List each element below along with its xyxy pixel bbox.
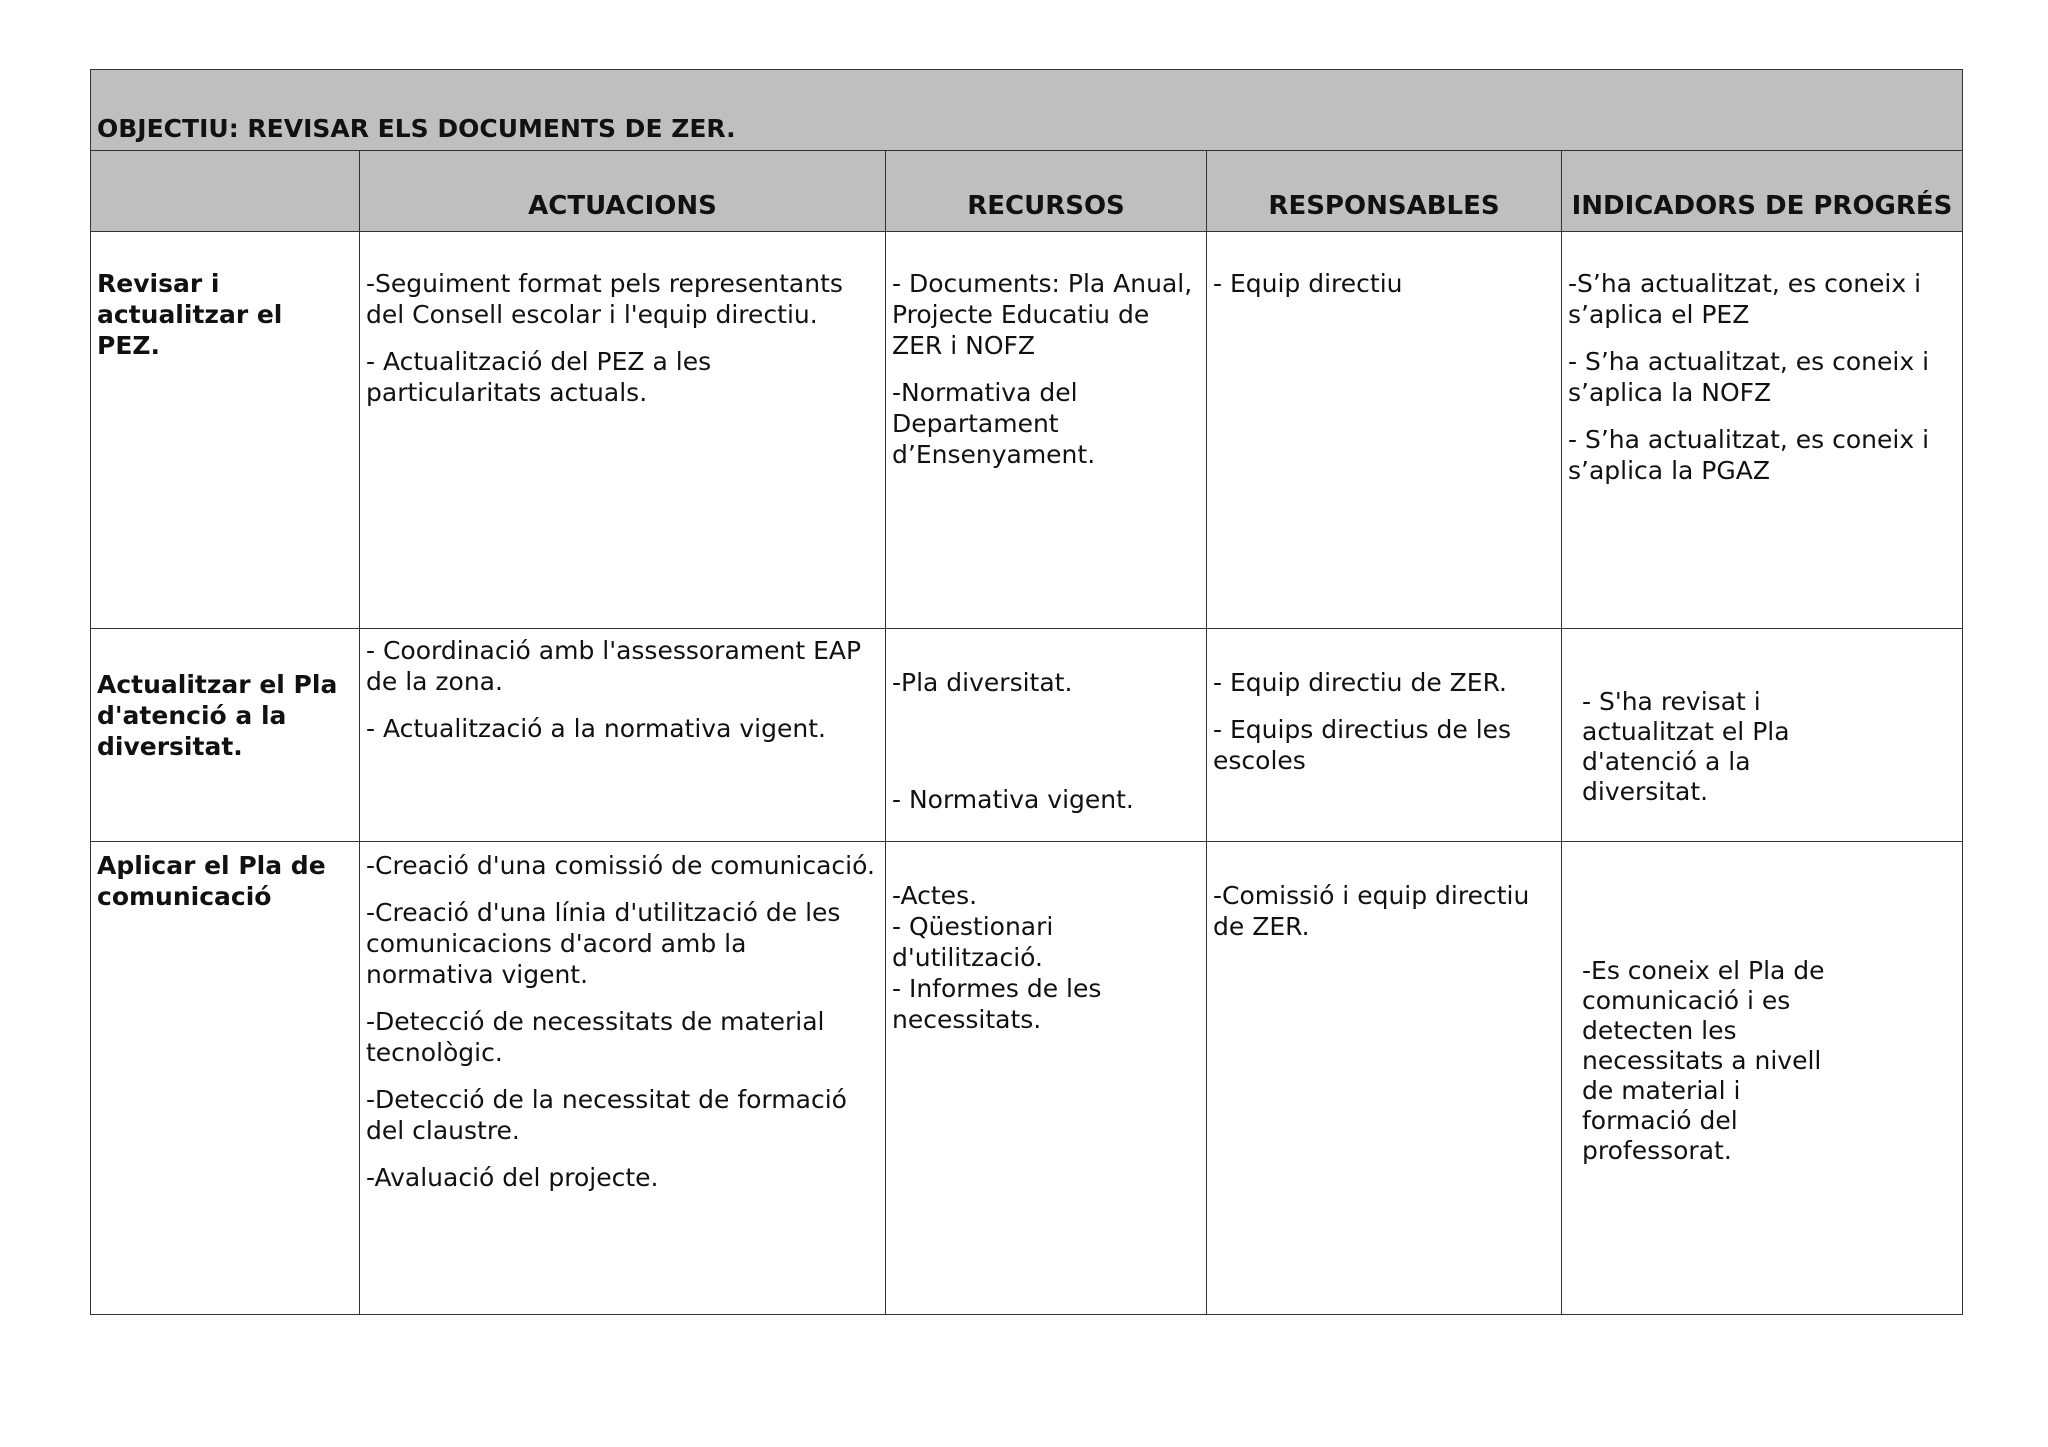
column-header-responsables [1207, 151, 1562, 232]
responsable-item: -Comissió i equip directiu de ZER. [1213, 881, 1530, 941]
indicadors-cell [1562, 232, 1963, 629]
actuacio-item: - Actualització a la normativa vigent. [366, 714, 826, 743]
responsables-cell [1207, 629, 1562, 842]
actuacio-item: -Detecció de necessitats de material tecnològic. [366, 1007, 825, 1067]
table-row [91, 629, 1963, 842]
actuacio-item: -Creació d'una comissió de comunicació. [366, 851, 875, 880]
column-header-actuacions [360, 151, 886, 232]
indicador-item: - S’ha actualitzat, es coneix i s’aplica la PGAZ [1568, 425, 1930, 485]
recurs-item: - Normativa vigent. [892, 785, 1134, 814]
recursos-cell [886, 629, 1207, 842]
objective-cell [91, 842, 360, 1315]
column-header-recursos [886, 151, 1207, 232]
column-header-indicadors-label: INDICADORS DE PROGRÉS [1571, 191, 1953, 221]
column-header-blank [91, 151, 360, 232]
responsable-item: - Equip directiu [1213, 269, 1403, 298]
objective-banner [91, 70, 1963, 151]
objective-text: Revisar i actualitzar el PEZ. [97, 269, 283, 360]
indicador-item: -Es coneix el Pla de comunicació i es detecten les necessitats a nivell de material i formació del professorat. [1582, 956, 1825, 1165]
table-row [91, 842, 1963, 1315]
actuacio-item: -Avaluació del projecte. [366, 1163, 659, 1192]
actuacions-cell [360, 232, 886, 629]
indicadors-cell [1562, 629, 1963, 842]
indicador-item: - S'ha revisat i actualitzat el Pla d'atenció a la diversitat. [1582, 687, 1790, 806]
column-header-responsables-label: RESPONSABLES [1268, 191, 1500, 221]
recursos-cell [886, 842, 1207, 1315]
objective-text: Actualitzar el Pla d'atenció a la diversitat. [97, 670, 338, 761]
objective-text: Aplicar el Pla de comunicació [97, 851, 326, 911]
objective-cell [91, 629, 360, 842]
actuacio-item: -Seguiment format pels representants del Consell escolar i l'equip directiu. [366, 269, 843, 329]
recurs-item: - Documents: Pla Anual, Projecte Educatiu de ZER i NOFZ [892, 269, 1193, 360]
actuacio-item: -Creació d'una línia d'utilització de les comunicacions d'acord amb la normativa vigent. [366, 898, 841, 989]
column-header-recursos-label: RECURSOS [967, 191, 1125, 221]
objective-cell [91, 232, 360, 629]
objective-table [90, 69, 1963, 1315]
indicadors-cell [1562, 842, 1963, 1315]
indicador-item: - S’ha actualitzat, es coneix i s’aplica la NOFZ [1568, 347, 1930, 407]
indicador-item: -S’ha actualitzat, es coneix i s’aplica el PEZ [1568, 269, 1922, 329]
column-header-actuacions-label: ACTUACIONS [528, 191, 717, 221]
recurs-item: -Actes. - Qüestionari d'utilització. - Informes de les necessitats. [892, 881, 1102, 1034]
recurs-item: -Pla diversitat. [892, 668, 1073, 697]
objective-title: OBJECTIU: REVISAR ELS DOCUMENTS DE ZER. [97, 114, 736, 143]
column-header-indicadors [1562, 151, 1963, 232]
actuacions-cell [360, 842, 886, 1315]
actuacio-item: - Actualització del PEZ a les particularitats actuals. [366, 347, 712, 407]
actuacio-item: -Detecció de la necessitat de formació del claustre. [366, 1085, 847, 1145]
responsables-cell [1207, 842, 1562, 1315]
responsables-cell [1207, 232, 1562, 629]
recursos-cell [886, 232, 1207, 629]
responsable-item: - Equips directius de les escoles [1213, 715, 1512, 775]
responsable-item: - Equip directiu de ZER. [1213, 668, 1507, 697]
actuacio-item: - Coordinació amb l'assessorament EAP de la zona. [366, 636, 862, 696]
recurs-item: -Normativa del Departament d’Ensenyament. [892, 378, 1096, 469]
table-row [91, 232, 1963, 629]
actuacions-cell [360, 629, 886, 842]
